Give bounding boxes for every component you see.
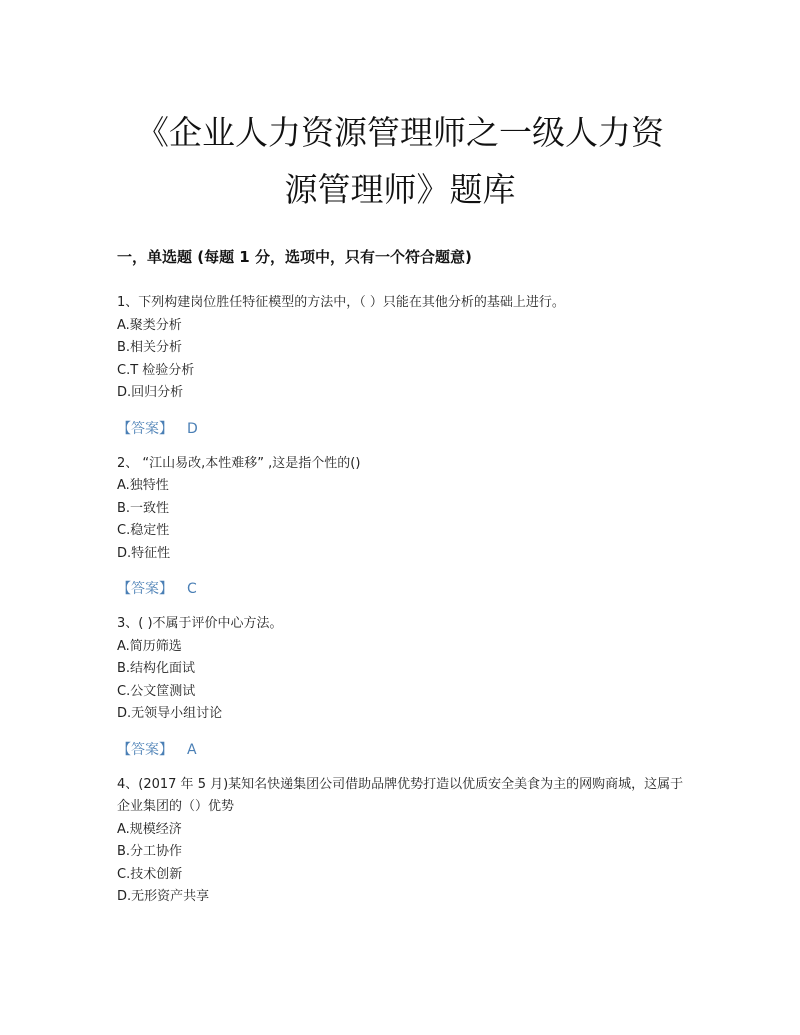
answer-label: 【答案】	[117, 741, 173, 758]
question-text: 2、 “江山易改,本性难移” ,这是指个性的()	[117, 455, 361, 471]
answer-line	[117, 739, 687, 761]
option-a: A.聚类分析	[117, 317, 182, 333]
option-b: B.相关分析	[117, 340, 183, 355]
document-title	[100, 104, 700, 218]
question-4	[117, 774, 687, 909]
option-b: B.分工协作	[117, 844, 183, 859]
option-a: A.简历筛选	[117, 638, 182, 654]
option-b: B.一致性	[117, 500, 170, 516]
title-line-1: 《企业人力资源管理师之一级人力资	[136, 113, 664, 152]
option-c: C.公文筐测试	[117, 683, 196, 699]
answer-label: 【答案】	[117, 581, 173, 597]
question-text: 1、下列构建岗位胜任特征模型的方法中，（ ）只能在其他分析的基础上进行。	[117, 295, 565, 310]
question-1	[117, 292, 687, 440]
option-a: A.独特性	[117, 478, 169, 493]
title-line-2: 源管理师》题库	[284, 170, 516, 209]
option-c: C.技术创新	[117, 866, 183, 882]
question-2	[117, 453, 687, 601]
answer-value: D	[187, 420, 198, 437]
answer-label: 【答案】	[117, 420, 173, 437]
answer-line	[117, 418, 687, 440]
option-c: C.稳定性	[117, 523, 170, 538]
option-d: D.无领导小组讨论	[117, 706, 223, 721]
question-text: 4、(2017 年 5 月)某知名快递集团公司借助品牌优势打造以优质安全美食为主的网购商城，这属于企业集团的（）优势	[117, 776, 684, 814]
option-d: D.特征性	[117, 545, 171, 561]
option-c: C.T 检验分析	[117, 362, 195, 378]
question-text: 3、( )不属于评价中心方法。	[117, 616, 283, 631]
option-d: D.回归分析	[117, 385, 184, 400]
option-a: A.规模经济	[117, 821, 182, 837]
option-d: D.无形资产共享	[117, 889, 210, 904]
section-heading: 一，单选题 (每题 1 分，选项中，只有一个符合题意)	[117, 248, 472, 266]
answer-line	[117, 578, 687, 600]
answer-value: C	[187, 581, 197, 597]
option-b: B.结构化面试	[117, 661, 196, 676]
question-list	[117, 292, 687, 909]
question-3	[117, 613, 687, 761]
answer-value: A	[187, 741, 197, 758]
